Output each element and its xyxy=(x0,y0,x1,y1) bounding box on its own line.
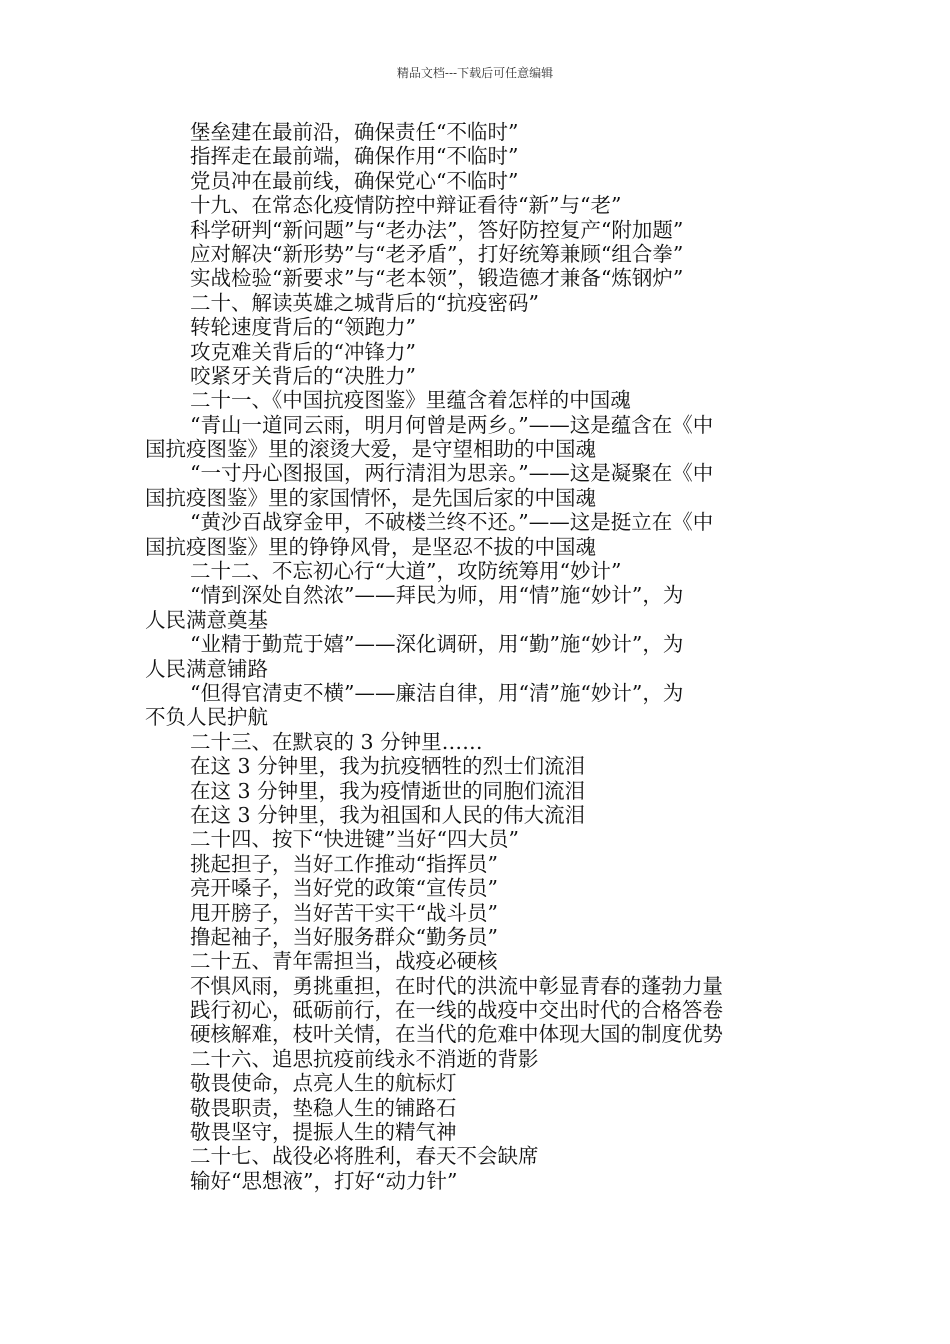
text-line: 在这 3 分钟里，我为疫情逝世的同胞们流泪 xyxy=(190,778,586,803)
text-line: 在这 3 分钟里，我为祖国和人民的伟大流泪 xyxy=(190,802,586,827)
text-line: 国抗疫图鉴》里的滚烫大爱，是守望相助的中国魂 xyxy=(145,437,596,462)
text-line: “青山一道同云雨，明月何曾是两乡。”——这是蕴含在《中 xyxy=(190,412,714,437)
text-line: “黄沙百战穿金甲，不破楼兰终不还。”——这是挺立在《中 xyxy=(190,510,714,535)
text-line: 二十二、不忘初心行“大道”，攻防统筹用“妙计” xyxy=(190,559,622,584)
page-header: 精品文档---下载后可任意编辑 xyxy=(396,66,554,80)
text-line: 二十六、追思抗疫前线永不消逝的背影 xyxy=(190,1046,539,1071)
text-line: 二十一、《中国抗疫图鉴》里蕴含着怎样的中国魂 xyxy=(190,388,631,413)
text-line: 不惧风雨，勇挑重担，在时代的洪流中彰显青春的蓬勃力量 xyxy=(190,973,723,998)
text-line: 转轮速度背后的“领跑力” xyxy=(190,315,416,340)
text-line: 指挥走在最前端，确保作用“不临时” xyxy=(190,144,519,169)
text-line: 堡垒建在最前沿，确保责任“不临时” xyxy=(190,120,519,144)
text-line: “业精于勤荒于嬉”——深化调研，用“勤”施“妙计”，为 xyxy=(190,632,684,657)
text-line: 亮开嗓子，当好党的政策“宣传员” xyxy=(190,876,498,901)
text-line: 党员冲在最前线，确保党心“不临时” xyxy=(190,168,519,193)
text-line: 甩开膀子，当好苦干实干“战斗员” xyxy=(190,900,498,925)
text-line: 敬畏职责，垫稳人生的铺路石 xyxy=(190,1095,457,1120)
text-line: 敬畏坚守，提振人生的精气神 xyxy=(190,1120,457,1145)
text-line: “但得官清吏不横”——廉洁自律，用“清”施“妙计”，为 xyxy=(190,680,684,705)
text-line: 攻克难关背后的“冲锋力” xyxy=(190,339,416,364)
text-line: 硬核解难，枝叶关情，在当代的危难中体现大国的制度优势 xyxy=(190,1022,723,1047)
text-line: 实战检验“新要求”与“老本领”，锻造德才兼备“炼钢炉” xyxy=(190,266,684,291)
text-line: “一寸丹心图报国，两行清泪为思亲。”——这是凝聚在《中 xyxy=(190,461,714,486)
document-body xyxy=(145,120,810,1193)
text-line: 输好“思想液”，打好“动力针” xyxy=(190,1168,458,1193)
text-line: 敬畏使命，点亮人生的航标灯 xyxy=(190,1071,457,1096)
text-line: 十九、在常态化疫情防控中辩证看待“新”与“老” xyxy=(190,193,622,218)
text-line: 咬紧牙关背后的“决胜力” xyxy=(190,363,416,388)
text-line: “情到深处自然浓”——拜民为师，用“情”施“妙计”，为 xyxy=(190,583,684,608)
text-line: 国抗疫图鉴》里的家国情怀，是先国后家的中国魂 xyxy=(145,485,596,510)
text-line: 挑起担子，当好工作推动“指挥员” xyxy=(190,851,498,876)
text-line: 人民满意奠基 xyxy=(145,607,268,632)
text-line: 不负人民护航 xyxy=(145,705,268,730)
text-line: 二十四、按下“快进键”当好“四大员” xyxy=(190,827,519,852)
text-line: 科学研判“新问题”与“老办法”，答好防控复产“附加题” xyxy=(190,217,684,242)
text-line: 践行初心，砥砺前行，在一线的战疫中交出时代的合格答卷 xyxy=(190,998,723,1023)
text-line: 二十、解读英雄之城背后的“抗疫密码” xyxy=(190,290,539,315)
text-line: 在这 3 分钟里，我为抗疫牺牲的烈士们流泪 xyxy=(190,754,586,779)
text-line: 人民满意铺路 xyxy=(145,656,268,681)
text-line: 二十三、在默哀的 3 分钟里…… xyxy=(190,729,483,754)
text-line: 国抗疫图鉴》里的铮铮风骨，是坚忍不拔的中国魂 xyxy=(145,534,596,559)
text-line: 应对解决“新形势”与“老矛盾”，打好统筹兼顾“组合拳” xyxy=(190,241,684,266)
text-line: 二十五、青年需担当，战疫必硬核 xyxy=(190,949,498,974)
text-line: 撸起袖子，当好服务群众“勤务员” xyxy=(190,924,498,949)
text-line: 二十七、战役必将胜利，春天不会缺席 xyxy=(190,1144,539,1169)
